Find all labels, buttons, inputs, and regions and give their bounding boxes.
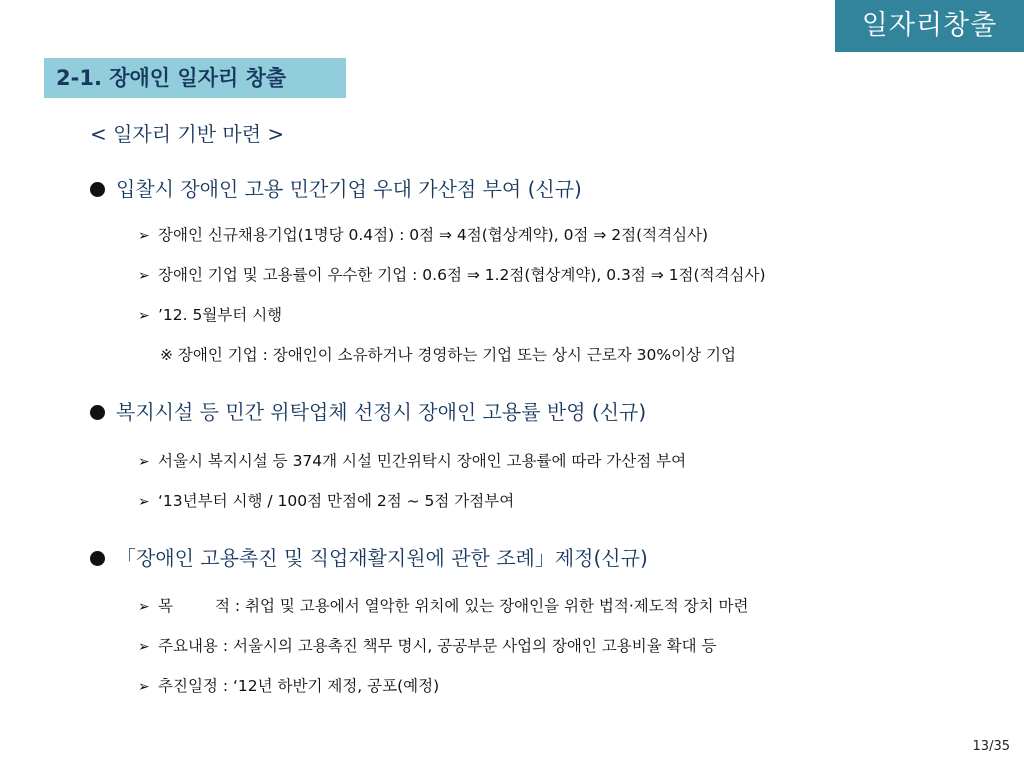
arrowhead-icon: ➢ — [138, 679, 150, 695]
bullet-2-title: 복지시설 등 민간 위탁업체 선정시 장애인 고용률 반영 (신규) — [116, 400, 647, 424]
bullet-1 — [90, 172, 582, 206]
bullet-3-item-2-text: 주요내용 : 서울시의 고용촉진 책무 명시, 공공부문 사업의 장애인 고용비율 확대 등 — [158, 637, 717, 655]
bullet-2-item-1-text: 서울시 복지시설 등 374개 시설 민간위탁시 장애인 고용률에 따라 가산점 부여 — [158, 452, 687, 470]
section-title: 2-1. 장애인 일자리 창출 — [44, 58, 346, 98]
bullet-dot-icon — [90, 405, 105, 420]
subheading: < 일자리 기반 마련 > — [90, 122, 285, 146]
bullet-1-note: ※ 장애인 기업 : 장애인이 소유하거나 경영하는 기업 또는 상시 근로자 30%이상 기업 — [160, 346, 736, 364]
bullet-1-title: 입찰시 장애인 고용 민간기업 우대 가산점 부여 (신규) — [116, 177, 582, 201]
bullet-1-item-1 — [138, 222, 708, 248]
bullet-2-item-1 — [138, 448, 686, 474]
bullet-dot-icon — [90, 551, 105, 566]
bullet-3-item-2 — [138, 633, 716, 659]
bullet-2-item-2 — [138, 488, 514, 514]
arrowhead-icon: ➢ — [138, 599, 150, 615]
bullet-3 — [90, 541, 648, 575]
bullet-3-item-1-label: 목 — [158, 597, 173, 615]
bullet-3-item-1 — [138, 593, 748, 619]
bullet-2 — [90, 395, 646, 429]
arrowhead-icon: ➢ — [138, 268, 150, 284]
bullet-1-item-1-text: 장애인 신규채용기업(1명당 0.4점) : 0점 ⇒ 4점(협상계약), 0점 ⇒ 2점(적격심사) — [158, 226, 709, 244]
arrowhead-icon: ➢ — [138, 454, 150, 470]
page-number: 13/35 — [972, 739, 1010, 754]
bullet-1-item-3 — [138, 302, 282, 328]
bullet-1-item-2-text: 장애인 기업 및 고용률이 우수한 기업 : 0.6점 ⇒ 1.2점(협상계약), 0.3점 ⇒ 1점(적격심사) — [158, 266, 766, 284]
bullet-3-item-3-text: 추진일정 : ‘12년 하반기 제정, 공포(예정) — [158, 677, 440, 695]
arrowhead-icon: ➢ — [138, 639, 150, 655]
bullet-3-title: 「장애인 고용촉진 및 직업재활지원에 관한 조례」제정(신규) — [116, 546, 648, 570]
arrowhead-icon: ➢ — [138, 494, 150, 510]
bullet-1-item-3-text: ’12. 5월부터 시행 — [158, 306, 283, 324]
arrowhead-icon: ➢ — [138, 308, 150, 324]
bullet-dot-icon — [90, 182, 105, 197]
arrowhead-icon: ➢ — [138, 228, 150, 244]
bullet-3-item-1-text: 적 : 취업 및 고용에서 열악한 위치에 있는 장애인을 위한 법적·제도적 장치 마련 — [214, 597, 749, 615]
bullet-2-item-2-text: ‘13년부터 시행 / 100점 만점에 2점 ~ 5점 가점부여 — [158, 492, 515, 510]
bullet-1-item-2 — [138, 262, 766, 288]
corner-tab-title: 일자리창출 — [835, 0, 1024, 52]
bullet-3-item-3 — [138, 673, 439, 699]
